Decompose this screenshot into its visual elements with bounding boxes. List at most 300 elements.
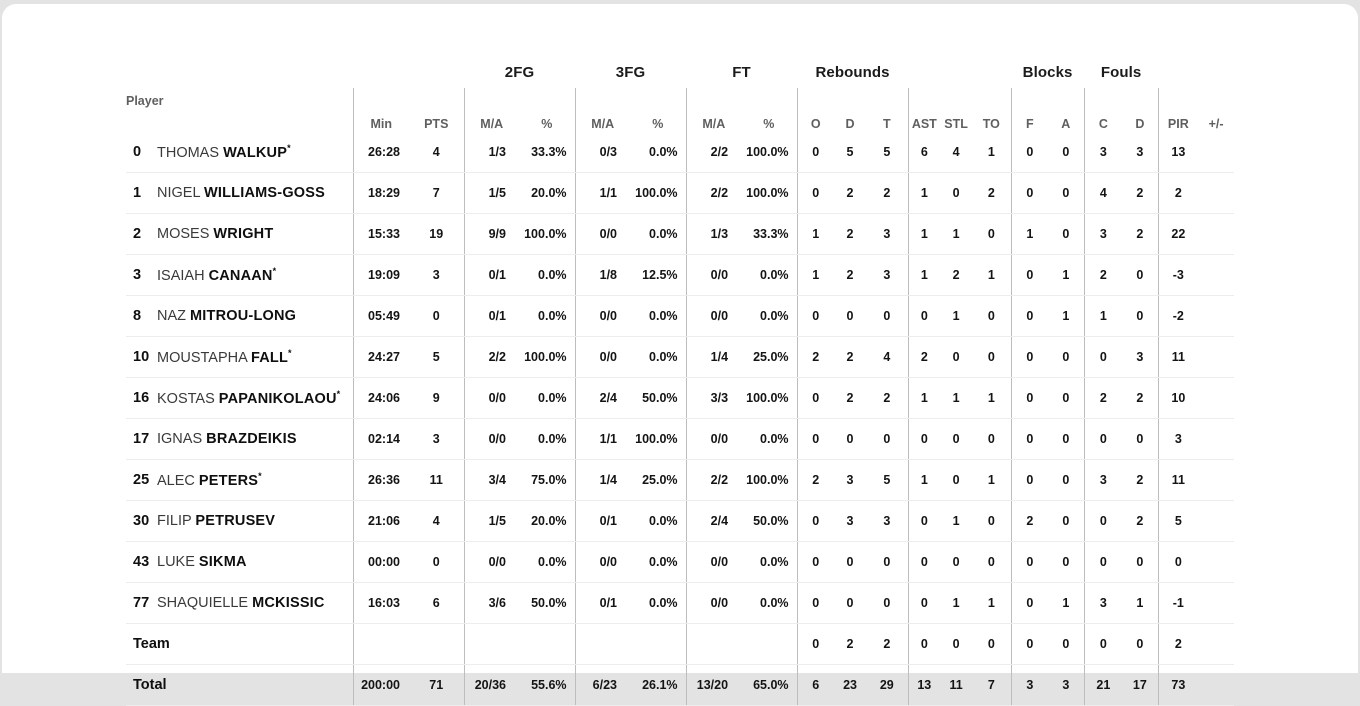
stat-fg3p	[630, 624, 686, 665]
stat-t: 4	[866, 337, 908, 378]
player-row	[126, 542, 1234, 583]
jersey-number: 30	[126, 501, 154, 542]
col-header-min: Min	[353, 88, 409, 132]
stat-pts: 0	[409, 296, 464, 337]
stat-stl: 0	[940, 624, 972, 665]
stat-fg3p: 0.0%	[630, 542, 686, 583]
stat-stl: 4	[940, 132, 972, 173]
stat-fg2p: 0.0%	[519, 296, 575, 337]
stat-ast: 2	[908, 337, 940, 378]
stat-to: 2	[972, 173, 1011, 214]
stat-t: 0	[866, 296, 908, 337]
col-header-stl: STL	[944, 117, 968, 131]
stat-fc: 0	[1084, 501, 1122, 542]
stat-ftp: 0.0%	[741, 542, 797, 583]
stat-t: 3	[866, 255, 908, 296]
player-row	[126, 460, 1234, 501]
stat-fd: 3	[1122, 132, 1158, 173]
stat-fg3: 1/4	[575, 460, 630, 501]
stat-stl: 0	[940, 173, 972, 214]
stat-stl: 0	[940, 419, 972, 460]
stat-ast: 1	[908, 378, 940, 419]
stat-ft: 2/4	[686, 501, 741, 542]
stat-ast: 0	[908, 296, 940, 337]
stat-ftp: 0.0%	[741, 583, 797, 624]
stat-fd: 2	[1122, 378, 1158, 419]
player-name[interactable]	[154, 378, 353, 419]
col-header-pts: PTS	[424, 117, 449, 131]
stat-o: 0	[797, 624, 834, 665]
player-name[interactable]	[154, 132, 353, 173]
stat-ast: 0	[908, 419, 940, 460]
stat-fc: 3	[1084, 214, 1122, 255]
player-last-name: BRAZDEIKIS	[206, 431, 297, 447]
stat-ba: 0	[1048, 132, 1084, 173]
jersey-number: 16	[126, 378, 154, 419]
player-first-name: ALEC	[157, 472, 199, 489]
stat-d: 23	[834, 665, 866, 706]
stat-pts: 5	[409, 337, 464, 378]
stat-pir: 2	[1158, 624, 1198, 665]
stat-ast: 1	[908, 460, 940, 501]
jersey-number: 3	[126, 255, 154, 296]
stat-pir: 2	[1158, 173, 1198, 214]
stat-bf: 0	[1011, 542, 1048, 583]
player-name[interactable]	[154, 583, 353, 624]
stat-stl: 1	[940, 378, 972, 419]
stat-ftp: 100.0%	[741, 173, 797, 214]
stats-table-body	[126, 132, 1234, 706]
player-name[interactable]	[154, 501, 353, 542]
stat-fc: 0	[1084, 542, 1122, 583]
stat-bf: 0	[1011, 378, 1048, 419]
stat-fg3: 1/8	[575, 255, 630, 296]
stat-fc: 3	[1084, 460, 1122, 501]
stat-ba: 1	[1048, 255, 1084, 296]
stat-t: 2	[866, 624, 908, 665]
starter-asterisk: *	[258, 471, 262, 482]
total-label: Total	[126, 665, 353, 706]
stat-t: 0	[866, 419, 908, 460]
stat-pts: 3	[409, 419, 464, 460]
stat-ftp: 100.0%	[741, 132, 797, 173]
stat-bf: 0	[1011, 583, 1048, 624]
stat-to: 1	[972, 255, 1011, 296]
stat-fc: 0	[1084, 337, 1122, 378]
stat-min: 02:14	[353, 419, 409, 460]
stat-ast: 0	[908, 501, 940, 542]
stat-min: 26:36	[353, 460, 409, 501]
stat-min: 15:33	[353, 214, 409, 255]
group-spacer	[908, 56, 1011, 88]
stat-stl: 1	[940, 501, 972, 542]
stat-to: 0	[972, 337, 1011, 378]
player-row	[126, 337, 1234, 378]
stat-min: 18:29	[353, 173, 409, 214]
stat-fg3p: 0.0%	[630, 337, 686, 378]
stat-o: 2	[797, 460, 834, 501]
player-row	[126, 378, 1234, 419]
player-row	[126, 419, 1234, 460]
stat-bf: 0	[1011, 296, 1048, 337]
stat-fg3: 0/0	[575, 214, 630, 255]
stat-pir: 13	[1158, 132, 1198, 173]
stat-fg3p: 0.0%	[630, 583, 686, 624]
stat-ast: 1	[908, 255, 940, 296]
player-name[interactable]	[154, 419, 353, 460]
stat-ba: 0	[1048, 378, 1084, 419]
stat-fg3: 1/1	[575, 419, 630, 460]
stat-ftp: 25.0%	[741, 337, 797, 378]
stat-ba: 0	[1048, 214, 1084, 255]
stat-d: 3	[834, 460, 866, 501]
stat-bf: 0	[1011, 419, 1048, 460]
stat-bf: 0	[1011, 173, 1048, 214]
stat-ba: 0	[1048, 419, 1084, 460]
player-last-name: WRIGHT	[213, 226, 274, 242]
stat-ast: 6	[908, 132, 940, 173]
col-header-3fg-ma: M/A	[575, 88, 630, 132]
box-score-table	[126, 56, 1234, 706]
player-name[interactable]	[154, 460, 353, 501]
col-header-ast: AST	[908, 88, 940, 132]
stat-to: 1	[972, 132, 1011, 173]
stat-ft: 0/0	[686, 542, 741, 583]
column-group-fouls: Fouls	[1100, 63, 1142, 81]
stat-to: 1	[972, 583, 1011, 624]
stat-ast: 0	[908, 542, 940, 583]
player-last-name: PETRUSEV	[195, 513, 276, 529]
stat-ftp: 50.0%	[741, 501, 797, 542]
col-header-reb-d: D	[845, 117, 855, 131]
stat-d: 0	[834, 542, 866, 583]
stat-fg3p: 0.0%	[630, 214, 686, 255]
stat-fg3p: 100.0%	[630, 173, 686, 214]
col-header-pir: PIR	[1158, 88, 1198, 132]
col-header-reb-t: T	[882, 117, 891, 131]
stat-ftp: 0.0%	[741, 255, 797, 296]
stat-min: 19:09	[353, 255, 409, 296]
stat-bf: 3	[1011, 665, 1048, 706]
stat-d: 0	[834, 419, 866, 460]
stat-o: 0	[797, 501, 834, 542]
stat-ba: 1	[1048, 583, 1084, 624]
player-first-name: FILIP	[157, 513, 196, 529]
stat-fg2p: 20.0%	[519, 501, 575, 542]
stat-min: 21:06	[353, 501, 409, 542]
stat-fg2	[464, 624, 519, 665]
stat-fd: 3	[1122, 337, 1158, 378]
stat-fd: 0	[1122, 419, 1158, 460]
player-last-name: MITROU-LONG	[190, 308, 297, 324]
stat-o: 2	[797, 337, 834, 378]
stat-pm	[1198, 583, 1234, 624]
group-spacer	[1158, 56, 1234, 88]
col-header-player: Player	[126, 94, 164, 108]
stat-fg3: 0/1	[575, 583, 630, 624]
starter-asterisk: *	[272, 266, 277, 277]
column-group-blocks: Blocks	[1022, 63, 1073, 81]
stat-ba: 0	[1048, 337, 1084, 378]
stat-fg3p: 0.0%	[630, 296, 686, 337]
stat-fg2p: 75.0%	[519, 460, 575, 501]
stat-bf: 0	[1011, 255, 1048, 296]
stat-pm	[1198, 378, 1234, 419]
stat-stl: 0	[940, 460, 972, 501]
stat-ba: 0	[1048, 624, 1084, 665]
stat-t: 5	[866, 460, 908, 501]
starter-asterisk: *	[288, 348, 292, 359]
jersey-number: 2	[126, 214, 154, 255]
stat-ast: 1	[908, 214, 940, 255]
stat-pts: 71	[409, 665, 464, 706]
stat-pm	[1198, 419, 1234, 460]
stat-to: 0	[972, 501, 1011, 542]
player-name[interactable]	[154, 173, 353, 214]
stat-fg2: 0/0	[464, 542, 519, 583]
stat-to: 0	[972, 296, 1011, 337]
col-header-blk-f: F	[1011, 88, 1048, 132]
stat-fg2: 1/5	[464, 501, 519, 542]
stat-pm	[1198, 665, 1234, 706]
stat-fg2: 20/36	[464, 665, 519, 706]
stat-min: 24:06	[353, 378, 409, 419]
stat-pir: 0	[1158, 542, 1198, 583]
stat-ba: 0	[1048, 173, 1084, 214]
stat-ba: 0	[1048, 460, 1084, 501]
jersey-number: 0	[126, 132, 154, 173]
player-first-name: SHAQUIELLE	[157, 595, 253, 611]
stat-ft: 1/3	[686, 214, 741, 255]
stat-d: 2	[834, 173, 866, 214]
stat-pm	[1198, 501, 1234, 542]
stat-fc: 21	[1084, 665, 1122, 706]
stat-ast: 0	[908, 583, 940, 624]
column-group-row	[126, 56, 1234, 88]
stat-to: 7	[972, 665, 1011, 706]
stat-fg2: 0/0	[464, 419, 519, 460]
team-row	[126, 624, 1234, 665]
stat-fc: 2	[1084, 378, 1122, 419]
stat-fg3: 0/3	[575, 132, 630, 173]
stat-ba: 0	[1048, 542, 1084, 583]
stat-fg3p: 26.1%	[630, 665, 686, 706]
player-name[interactable]	[154, 296, 353, 337]
stat-min: 05:49	[353, 296, 409, 337]
stat-stl: 1	[940, 583, 972, 624]
stat-ast: 1	[908, 173, 940, 214]
stat-fd: 2	[1122, 501, 1158, 542]
stat-o: 0	[797, 378, 834, 419]
col-header-foul-c: C	[1084, 88, 1122, 132]
player-first-name: NIGEL	[157, 185, 205, 201]
player-name[interactable]	[154, 542, 353, 583]
stat-fd: 0	[1122, 255, 1158, 296]
stat-fg3p: 25.0%	[630, 460, 686, 501]
stat-fg2: 0/1	[464, 255, 519, 296]
stat-pts	[409, 624, 464, 665]
stat-pts: 19	[409, 214, 464, 255]
player-name[interactable]	[154, 255, 353, 296]
stat-fg2p: 0.0%	[519, 542, 575, 583]
column-header-row	[126, 88, 1234, 132]
stat-to: 0	[972, 214, 1011, 255]
stat-min: 26:28	[353, 132, 409, 173]
stat-t: 29	[866, 665, 908, 706]
col-header-ft-ma: M/A	[686, 88, 741, 132]
player-last-name: WILLIAMS-GOSS	[204, 185, 326, 201]
col-header-3fg-pct: %	[652, 117, 664, 131]
stat-pts: 4	[409, 501, 464, 542]
col-header-plusminus: +/-	[1208, 117, 1224, 131]
stat-o: 0	[797, 542, 834, 583]
player-first-name: NAZ	[157, 308, 191, 324]
player-row	[126, 296, 1234, 337]
stat-pts: 3	[409, 255, 464, 296]
column-group-3fg: 3FG	[615, 63, 646, 81]
stat-fg3: 2/4	[575, 378, 630, 419]
stat-fg2: 3/6	[464, 583, 519, 624]
stat-pts: 6	[409, 583, 464, 624]
stat-fc: 3	[1084, 132, 1122, 173]
stat-ft: 0/0	[686, 255, 741, 296]
stat-fg2p: 0.0%	[519, 378, 575, 419]
stat-to: 0	[972, 542, 1011, 583]
column-group-ft: FT	[732, 63, 751, 81]
stat-o: 0	[797, 132, 834, 173]
stat-bf: 1	[1011, 214, 1048, 255]
player-name[interactable]	[154, 214, 353, 255]
stat-ft	[686, 624, 741, 665]
stat-pts: 0	[409, 542, 464, 583]
stat-pir: -2	[1158, 296, 1198, 337]
stat-stl: 1	[940, 214, 972, 255]
stat-fg2: 0/0	[464, 378, 519, 419]
total-row	[126, 665, 1234, 706]
player-first-name: IGNAS	[157, 431, 207, 447]
stat-t: 0	[866, 583, 908, 624]
stat-pir: 10	[1158, 378, 1198, 419]
stat-pm	[1198, 296, 1234, 337]
stat-fd: 17	[1122, 665, 1158, 706]
stat-pir: -3	[1158, 255, 1198, 296]
stat-ft: 13/20	[686, 665, 741, 706]
player-first-name: KOSTAS	[157, 390, 219, 407]
stat-fg2p: 0.0%	[519, 419, 575, 460]
stat-stl: 11	[940, 665, 972, 706]
stat-ft: 0/0	[686, 583, 741, 624]
stat-d: 2	[834, 624, 866, 665]
stat-fc: 1	[1084, 296, 1122, 337]
starter-asterisk: *	[287, 143, 291, 154]
stat-fg3: 0/0	[575, 296, 630, 337]
player-last-name: MCKISSIC	[252, 595, 325, 611]
stat-d: 2	[834, 255, 866, 296]
stat-fd: 2	[1122, 460, 1158, 501]
stat-pm	[1198, 460, 1234, 501]
jersey-number: 25	[126, 460, 154, 501]
player-row	[126, 132, 1234, 173]
stat-fd: 2	[1122, 214, 1158, 255]
stat-o: 0	[797, 583, 834, 624]
jersey-number: 10	[126, 337, 154, 378]
stat-fd: 2	[1122, 173, 1158, 214]
player-first-name: LUKE	[157, 554, 199, 570]
box-score-card	[2, 4, 1358, 693]
stat-ft: 3/3	[686, 378, 741, 419]
jersey-number: 8	[126, 296, 154, 337]
stat-fg3: 0/0	[575, 542, 630, 583]
column-group-rebounds: Rebounds	[815, 63, 890, 81]
group-spacer	[126, 56, 464, 88]
stat-fg2p: 100.0%	[519, 214, 575, 255]
stat-fg3p: 0.0%	[630, 132, 686, 173]
player-name[interactable]	[154, 337, 353, 378]
stat-fd: 1	[1122, 583, 1158, 624]
stat-to: 1	[972, 460, 1011, 501]
stat-ftp: 0.0%	[741, 296, 797, 337]
player-row	[126, 173, 1234, 214]
player-last-name: PETERS	[198, 472, 259, 489]
player-first-name: MOUSTAPHA	[157, 349, 251, 366]
stat-to: 0	[972, 419, 1011, 460]
col-header-reb-o: O	[797, 88, 834, 132]
stat-stl: 0	[940, 542, 972, 583]
stat-ft: 2/2	[686, 132, 741, 173]
stat-fg2p: 55.6%	[519, 665, 575, 706]
stat-o: 0	[797, 296, 834, 337]
stat-stl: 2	[940, 255, 972, 296]
jersey-number: 1	[126, 173, 154, 214]
stat-fg2p: 100.0%	[519, 337, 575, 378]
player-row	[126, 214, 1234, 255]
stat-t: 5	[866, 132, 908, 173]
stat-to: 0	[972, 624, 1011, 665]
stat-fg2p: 33.3%	[519, 132, 575, 173]
stat-fg3p: 12.5%	[630, 255, 686, 296]
stat-t: 3	[866, 501, 908, 542]
stat-pir: 22	[1158, 214, 1198, 255]
stat-ftp: 100.0%	[741, 460, 797, 501]
player-row	[126, 583, 1234, 624]
stat-pir: 11	[1158, 460, 1198, 501]
player-first-name: THOMAS	[157, 144, 224, 161]
stat-fg2: 2/2	[464, 337, 519, 378]
stat-bf: 2	[1011, 501, 1048, 542]
player-last-name: PAPANIKOLAOU	[218, 390, 337, 407]
stat-ba: 3	[1048, 665, 1084, 706]
player-last-name: FALL	[251, 349, 289, 366]
col-header-foul-d: D	[1135, 117, 1145, 131]
stat-fg2: 0/1	[464, 296, 519, 337]
stat-fg3p: 50.0%	[630, 378, 686, 419]
jersey-number: 17	[126, 419, 154, 460]
stat-d: 2	[834, 337, 866, 378]
stat-fg3: 6/23	[575, 665, 630, 706]
team-label: Team	[126, 624, 353, 665]
stat-pir: 11	[1158, 337, 1198, 378]
stat-fc: 4	[1084, 173, 1122, 214]
stat-d: 0	[834, 296, 866, 337]
stat-o: 0	[797, 173, 834, 214]
stat-min: 200:00	[353, 665, 409, 706]
stat-min: 24:27	[353, 337, 409, 378]
stat-stl: 1	[940, 296, 972, 337]
table-header	[126, 56, 1234, 132]
stat-bf: 0	[1011, 624, 1048, 665]
stat-fg3: 0/0	[575, 337, 630, 378]
stat-pir: 3	[1158, 419, 1198, 460]
